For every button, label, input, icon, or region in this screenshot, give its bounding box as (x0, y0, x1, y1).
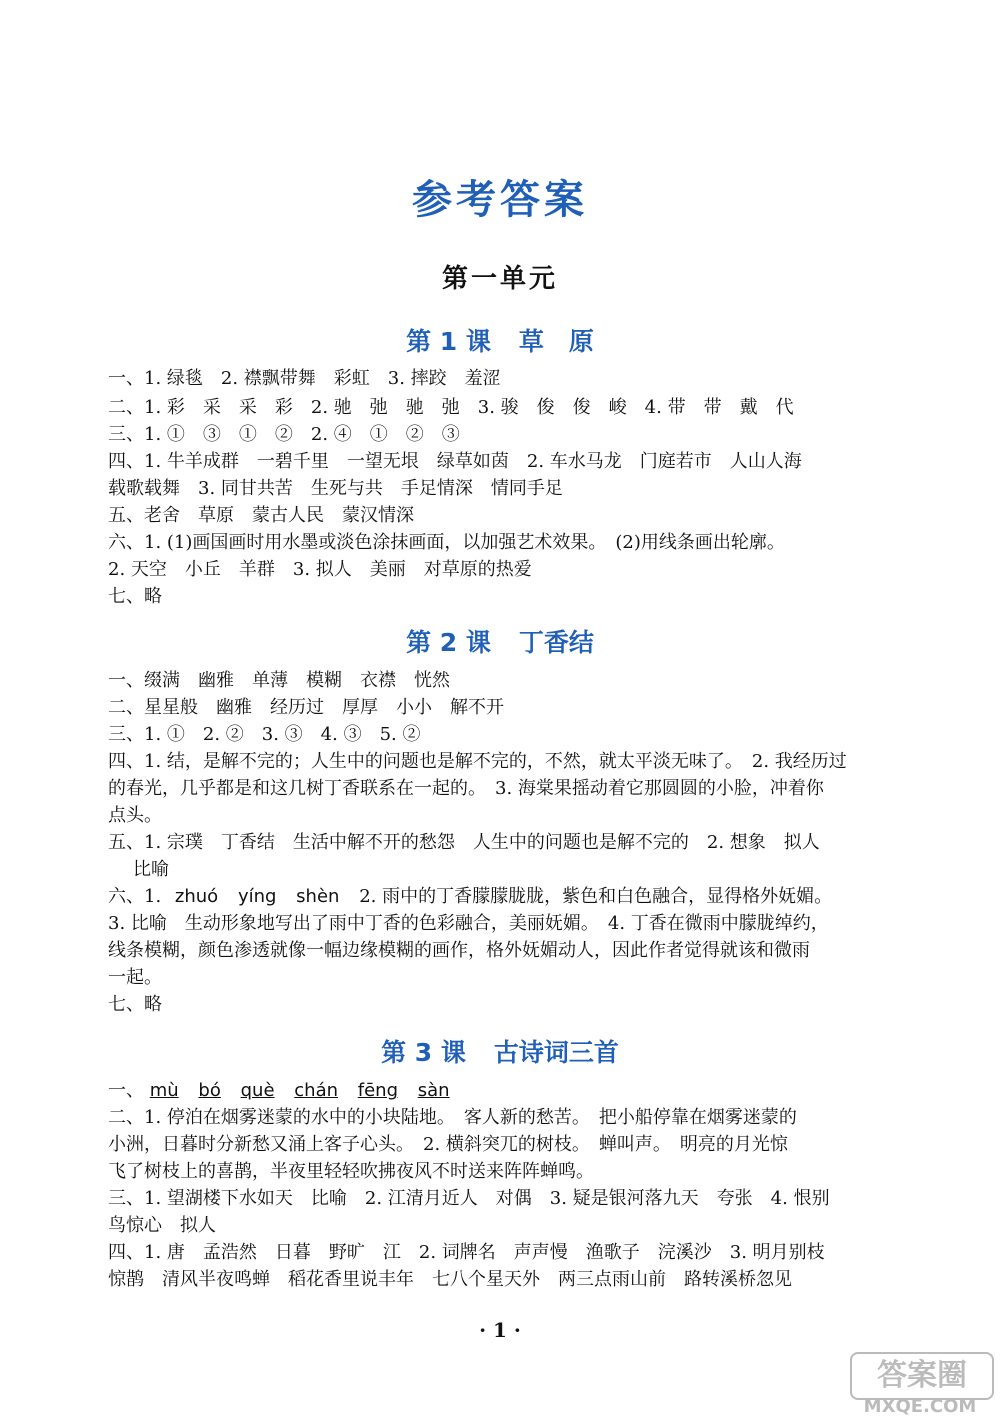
pinyin: bó (198, 1080, 221, 1101)
lesson-number: 第 2 课 (406, 628, 491, 657)
unit-heading: 第一单元 (441, 264, 558, 294)
pinyin: shèn (296, 886, 340, 907)
pinyin: chán (294, 1080, 339, 1101)
answer-line-pinyin (108, 1078, 898, 1104)
page-number: · 1 · (479, 1318, 521, 1342)
answer-text: 2. 雨中的丁香朦朦胧胧，紫色和白色融合，显得格外妩媚。 (359, 886, 833, 907)
answer-line: 惊鹊 清风半夜鸣蝉 稻花香里说丰年 七八个星天外 两三点雨山前 路转溪桥忽见 (108, 1269, 792, 1290)
answer-line: 载歌载舞 3. 同甘共苦 生死与共 手足情深 情同手足 (108, 478, 563, 499)
answer-line: 一、1. 绿毯 2. 襟飘带舞 彩虹 3. 摔跤 羞涩 (108, 368, 501, 389)
answer-prefix: 六、1. (108, 886, 162, 907)
answer-prefix: 一、 (108, 1080, 144, 1101)
lesson-3-heading (0, 1033, 1000, 1069)
lesson-2-heading (0, 623, 1000, 659)
answer-line: 点头。 (108, 805, 162, 826)
answer-line: 七、略 (108, 994, 162, 1015)
watermark-url: MXQE.COM (863, 1396, 977, 1417)
answer-line: 三、1. ① ③ ① ② 2. ④ ① ② ③ (108, 424, 460, 445)
answer-line: 二、1. 彩 采 采 彩 2. 驰 弛 驰 弛 3. 骏 俊 俊 峻 4. 带 带 戴 代 (108, 397, 794, 418)
answer-line: 小洲，日暮时分新愁又涌上客子心头。 2. 横斜突兀的树枝。 蝉叫声。 明亮的月光惊 (108, 1134, 788, 1155)
answer-line: 四、1. 唐 孟浩然 日暮 野旷 江 2. 词牌名 声声慢 渔歌子 浣溪沙 3. 明月别枝 (108, 1242, 825, 1263)
answer-line: 一、缀满 幽雅 单薄 模糊 衣襟 恍然 (108, 670, 450, 691)
answer-line: 三、1. 望湖楼下水如天 比喻 2. 江清月近人 对偶 3. 疑是银河落九天 夸张 4. 恨别 (108, 1188, 830, 1209)
answer-line: 三、1. ① 2. ② 3. ③ 4. ③ 5. ② (108, 724, 421, 745)
pinyin: mù (149, 1080, 179, 1101)
watermark-text: 答案圈 (850, 1352, 994, 1400)
lesson-name: 古诗词三首 (493, 1038, 619, 1067)
answer-line: 比喻 (133, 859, 169, 880)
page-title: 参考答案 (412, 177, 588, 223)
pinyin: yíng (237, 886, 277, 907)
pinyin: fēng (357, 1080, 398, 1101)
answer-line-pinyin (108, 884, 898, 910)
answer-line: 五、老舍 草原 蒙古人民 蒙汉情深 (108, 505, 414, 526)
lesson-name: 丁香结 (518, 628, 594, 657)
answer-line: 鸟惊心 拟人 (108, 1215, 216, 1236)
answer-line: 飞了树枝上的喜鹊，半夜里轻轻吹拂夜风不时送来阵阵蝉鸣。 (108, 1161, 594, 1182)
pinyin: què (240, 1080, 275, 1101)
answer-line: 五、1. 宗璞 丁香结 生活中解不开的愁怨 人生中的问题也是解不完的 2. 想象 拟人 (108, 832, 820, 853)
lesson-name: 草 原 (518, 327, 594, 356)
pinyin: zhuó (174, 886, 219, 907)
answer-line: 七、略 (108, 586, 162, 607)
answer-line: 3. 比喻 生动形象地写出了雨中丁香的色彩融合，美丽妩媚。 4. 丁香在微雨中朦胧绰约， (108, 913, 829, 934)
answer-line: 二、1. 停泊在烟雾迷蒙的水中的小块陆地。 客人新的愁苦。 把小船停靠在烟雾迷蒙的 (108, 1107, 797, 1128)
lesson-number: 第 3 课 (381, 1038, 466, 1067)
answer-line: 线条模糊，颜色渗透就像一幅边缘模糊的画作，格外妩媚动人，因此作者觉得就该和微雨 (108, 940, 810, 961)
lesson-number: 第 1 课 (406, 327, 491, 356)
answer-line: 四、1. 结，是解不完的；人生中的问题也是解不完的，不然，就太平淡无味了。 2. 我经历过 (108, 751, 847, 772)
answer-line: 二、星星般 幽雅 经历过 厚厚 小小 解不开 (108, 697, 504, 718)
pinyin: sàn (417, 1080, 450, 1101)
answer-line: 的春光，几乎都是和这几树丁香联系在一起的。 3. 海棠果摇动着它那圆圆的小脸，冲着你 (108, 778, 824, 799)
answer-line: 2. 天空 小丘 羊群 3. 拟人 美丽 对草原的热爱 (108, 559, 532, 580)
answer-line: 四、1. 牛羊成群 一碧千里 一望无垠 绿草如茵 2. 车水马龙 门庭若市 人山人海 (108, 451, 802, 472)
answer-line: 六、1. (1)画国画时用水墨或淡色涂抹画面，以加强艺术效果。 (2)用线条画出轮廓。 (108, 532, 785, 553)
answer-line: 一起。 (108, 967, 162, 988)
watermark-logo (850, 1352, 990, 1418)
lesson-1-heading (0, 322, 1000, 358)
